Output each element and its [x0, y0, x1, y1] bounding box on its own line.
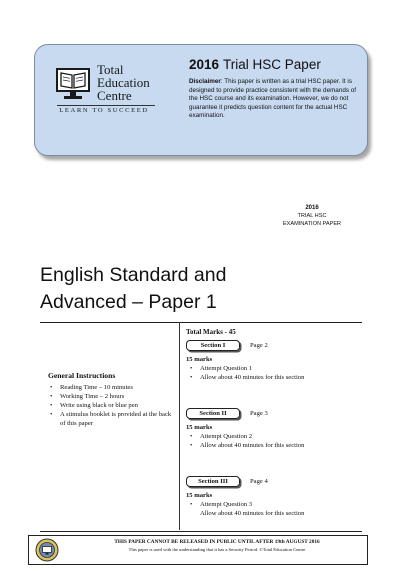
page-title: [40, 262, 360, 316]
paper-title: [189, 57, 361, 72]
disclaimer: [189, 78, 361, 121]
section-label: Section I: [186, 340, 240, 351]
logo-name-line: Education: [97, 75, 150, 90]
disclaimer-label: Disclaimer: [189, 78, 221, 85]
list-item: • Attempt Question 2: [186, 432, 356, 441]
exam-meta-line: TRIAL HSC: [297, 213, 327, 219]
list-item: • A stimulus booklet is provided at the back of this paper: [48, 410, 178, 428]
section-label: Section II: [186, 408, 240, 419]
paper-year: 2016: [189, 57, 220, 72]
general-instructions-list: [48, 383, 178, 428]
exam-meta-year: 2016: [305, 205, 319, 211]
exam-meta-line: EXAMINATION PAPER: [282, 221, 342, 227]
page-title-line: Advanced – Paper 1: [40, 291, 217, 313]
section-3: [186, 475, 356, 543]
list-item: • Write using black or blue pen: [48, 401, 178, 410]
logo: [43, 63, 163, 153]
footer-divider: [40, 531, 362, 532]
section-2: [186, 407, 356, 475]
section-marks: 15 marks: [186, 356, 213, 363]
paper-title-text: Trial HSC Paper: [223, 57, 321, 72]
footer-sub-text: This paper is used with the understanding that it has a Security Period. ©Total Education Centre: [128, 547, 306, 552]
list-item: • Reading Time – 10 minutes: [48, 383, 178, 392]
monitor-book-icon: [55, 67, 91, 101]
section-page: Page 4: [250, 478, 268, 485]
list-item: • Working Time – 2 hours: [48, 392, 178, 401]
logo-name-line: Total: [97, 62, 124, 77]
section-label: Section III: [186, 476, 240, 487]
general-instructions-heading: General Instructions: [48, 371, 116, 380]
logo-divider: [57, 105, 155, 106]
list-item: • Allow about 40 minutes for this section: [186, 441, 356, 450]
seal-icon: [35, 538, 59, 562]
sections-column: [186, 328, 356, 543]
total-marks: Total Marks - 45: [186, 328, 236, 336]
general-instructions: [48, 371, 178, 428]
list-item: • Attempt Question 1: [186, 364, 356, 373]
logo-tagline: LEARN TO SUCCEED: [59, 107, 149, 114]
list-item: • Attempt Question 3: [186, 500, 356, 509]
column-divider: [179, 322, 180, 530]
page-title-line: English Standard and: [40, 264, 227, 286]
exam-meta: [272, 204, 352, 228]
title-divider: [40, 322, 362, 323]
section-page: Page 3: [250, 410, 268, 417]
list-item: • Allow about 40 minutes for this section: [186, 373, 356, 382]
disclaimer-text: : This paper is written as a trial HSC paper. It is designed to provide practice consistent with the demands of the HSC course and its examination. However, we do not guarantee it predicts question content for the actual HSC examination.: [189, 78, 356, 120]
logo-name: [97, 63, 167, 102]
list-item: Allow about 40 minutes for this section: [200, 510, 305, 517]
section-marks: 15 marks: [186, 492, 213, 499]
logo-name-line: Centre: [97, 88, 132, 103]
section-marks: 15 marks: [186, 424, 213, 431]
footer-main-text: THIS PAPER CANNOT BE RELEASED IN PUBLIC UNTIL AFTER 19th AUGUST 2016: [114, 539, 320, 545]
section-page: Page 2: [250, 342, 268, 349]
header-panel: [34, 44, 368, 156]
footer-notice: [28, 535, 368, 565]
section-1: [186, 339, 356, 407]
